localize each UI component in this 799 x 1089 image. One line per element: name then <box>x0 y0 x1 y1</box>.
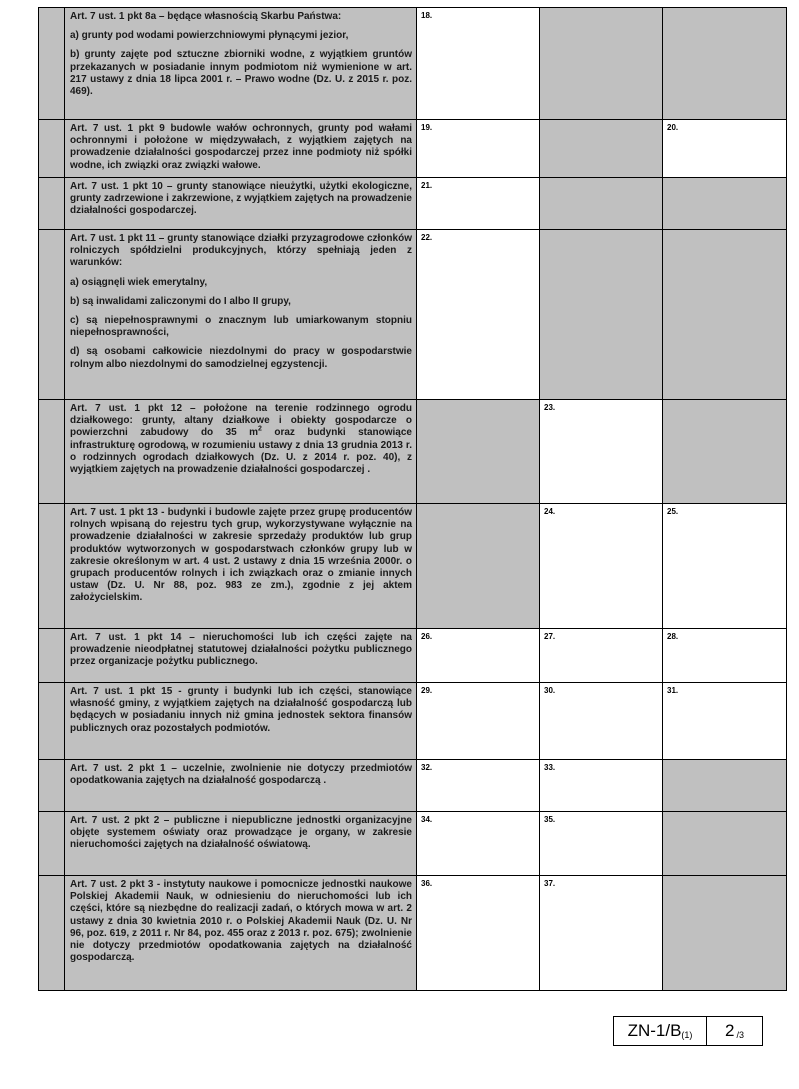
table-row <box>39 120 787 178</box>
field-disabled <box>663 812 787 876</box>
field-disabled <box>663 8 787 120</box>
exemption-description: Art. 7 ust. 1 pkt 12 – położone na terenie rodzinnego ogrodu działkowego: grunty, altany działkowe i obiekty gospodarcze o powierzchni zabudowy do 35 $m^2$ oraz budynki stanowiące infrastrukturę ogrodową, w rozumieniu ustawy z dnia 13 grudnia 2013 r. o rodzinnych ogrodach działkowych (Dz. U. z 2014 r. poz. 40), z wyjątkiem zajętych na prowadzenie działalności gospodarczej . <box>65 400 417 504</box>
exemption-description: Art. 7 ust. 1 pkt 10 – grunty stanowiące nieużytki, użytki ekologiczne, grunty zadrzewione i zakrzewione, z wyjątkiem zajętych na prowadzenie działalności gospodarczej. <box>65 178 417 230</box>
field-31[interactable]: 31. <box>663 683 787 760</box>
field-18[interactable]: 18. <box>417 8 540 120</box>
table-row <box>39 683 787 760</box>
row-margin <box>39 760 65 812</box>
row-margin <box>39 504 65 629</box>
field-disabled <box>540 230 663 400</box>
exemption-description: Art. 7 ust. 1 pkt 15 - grunty i budynki lub ich części, stanowiące własność gminy, z wyjątkiem zajętych na działalność gospodarczą lub będących w posiadaniu innych niż gmina jednostek sektora finansów publicznych oraz pozostałych podmiotów. <box>65 683 417 760</box>
field-disabled <box>540 120 663 178</box>
field-disabled <box>540 178 663 230</box>
exemption-description: Art. 7 ust. 1 pkt 8a – będące własnością Skarbu Państwa: a) grunty pod wodami powierzchniowymi płynącymi jezior, b) grunty zajęte pod sztuczne zbiorniki wodne, z wyjątkiem gruntów przekazanych w posiadanie innym podmiotom niż wymienione w art. 217 ustawy z dnia 18 lipca 2001 r. – Prawo wodne (Dz. U. z 2015 r. poz. 469). <box>65 8 417 120</box>
table-row <box>39 504 787 629</box>
row-margin <box>39 230 65 400</box>
field-24[interactable]: 24. <box>540 504 663 629</box>
field-37[interactable]: 37. <box>540 876 663 991</box>
exemption-description: Art. 7 ust. 1 pkt 13 - budynki i budowle zajęte przez grupę producentów rolnych wpisaną do rejestru tych grup, wykorzystywane wyłącznie na prowadzenie działalności w zakresie sprzedaży produktów lub grup produktów wytworzonych w gospodarstwach członków grupy lub w zakresie określonym w art. 4 ust. 2 ustawy z dnia 15 września 2000r. o grupach producentów rolnych i ich związkach oraz o zmianie innych ustaw (Dz. U. Nr 88, poz. 983 ze zm.), zgodnie z jej aktem założycielskim. <box>65 504 417 629</box>
table-row <box>39 178 787 230</box>
exemptions-table <box>38 7 787 991</box>
field-34[interactable]: 34. <box>417 812 540 876</box>
field-20[interactable]: 20. <box>663 120 787 178</box>
field-22[interactable]: 22. <box>417 230 540 400</box>
field-36[interactable]: 36. <box>417 876 540 991</box>
row-margin <box>39 629 65 683</box>
row-margin <box>39 8 65 120</box>
field-19[interactable]: 19. <box>417 120 540 178</box>
form-code: ZN-1/B (1) <box>614 1017 707 1045</box>
page-number: 2 /3 <box>725 1021 744 1040</box>
field-35[interactable]: 35. <box>540 812 663 876</box>
field-23[interactable]: 23. <box>540 400 663 504</box>
table-row <box>39 230 787 400</box>
table-row <box>39 8 787 120</box>
field-29[interactable]: 29. <box>417 683 540 760</box>
field-30[interactable]: 30. <box>540 683 663 760</box>
field-33[interactable]: 33. <box>540 760 663 812</box>
field-disabled <box>663 400 787 504</box>
field-25[interactable]: 25. <box>663 504 787 629</box>
field-disabled <box>663 760 787 812</box>
field-32[interactable]: 32. <box>417 760 540 812</box>
exemption-description: Art. 7 ust. 2 pkt 1 – uczelnie, zwolnienie nie dotyczy przedmiotów opodatkowania zajętych na działalność gospodarczą . <box>65 760 417 812</box>
field-disabled <box>663 178 787 230</box>
table-row <box>39 760 787 812</box>
row-margin <box>39 120 65 178</box>
row-margin <box>39 400 65 504</box>
field-disabled <box>663 230 787 400</box>
row-margin <box>39 812 65 876</box>
field-disabled <box>663 876 787 991</box>
exemption-description: Art. 7 ust. 2 pkt 3 - instytuty naukowe i pomocnicze jednostki naukowe Polskiej Akademii Nauk, w odniesieniu do nieruchomości lub ich części, które są niezbędne do realizacji zadań, o których mowa w art. 2 ustawy z dnia 30 kwietnia 2010 r. o Polskiej Akademii Nauk (Dz. U. Nr 96, poz. 619, z 2011 r. Nr 84, poz. 455 oraz z 2013 r. poz. 675); zwolnienie nie dotyczy przedmiotów opodatkowania zajętych na działalność gospodarczą. <box>65 876 417 991</box>
row-margin <box>39 876 65 991</box>
table-row <box>39 400 787 504</box>
field-27[interactable]: 27. <box>540 629 663 683</box>
table-row <box>39 629 787 683</box>
exemption-description: Art. 7 ust. 1 pkt 11 – grunty stanowiące działki przyzagrodowe członków rolniczych spółdzielni produkcyjnych, którzy spełniają jeden z warunków: a) osiągnęli wiek emerytalny, b) są inwalidami zaliczonymi do I albo II grupy, c) są niepełnosprawnymi o znacznym lub umiarkowanym stopniu niepełnosprawności, d) są osobami całkowicie niezdolnymi do pracy w gospodarstwie rolnym albo niezdolnymi do samodzielnej egzystencji. <box>65 230 417 400</box>
exemption-description: Art. 7 ust. 1 pkt 14 – nieruchomości lub ich części zajęte na prowadzenie nieodpłatnej statutowej działalności pożytku publicznego przez organizacje pożytku publicznego. <box>65 629 417 683</box>
field-disabled <box>540 8 663 120</box>
field-28[interactable]: 28. <box>663 629 787 683</box>
row-margin <box>39 178 65 230</box>
table-row <box>39 876 787 991</box>
field-disabled <box>417 504 540 629</box>
exemption-description: Art. 7 ust. 1 pkt 9 budowle wałów ochronnych, grunty pod wałami ochronnymi i położone w międzywałach, z wyjątkiem zajętych na prowadzenie działalności gospodarczej przez inne podmioty niż spółki wodne, ich związki oraz związki wałowe. <box>65 120 417 178</box>
form-footer <box>613 1016 763 1046</box>
table-row <box>39 812 787 876</box>
field-disabled <box>417 400 540 504</box>
row-margin <box>39 683 65 760</box>
exemption-description: Art. 7 ust. 2 pkt 2 – publiczne i niepubliczne jednostki organizacyjne objęte systemem oświaty oraz prowadzące je organy, w zakresie nieruchomości zajętych na działalność oświatową. <box>65 812 417 876</box>
field-26[interactable]: 26. <box>417 629 540 683</box>
field-21[interactable]: 21. <box>417 178 540 230</box>
